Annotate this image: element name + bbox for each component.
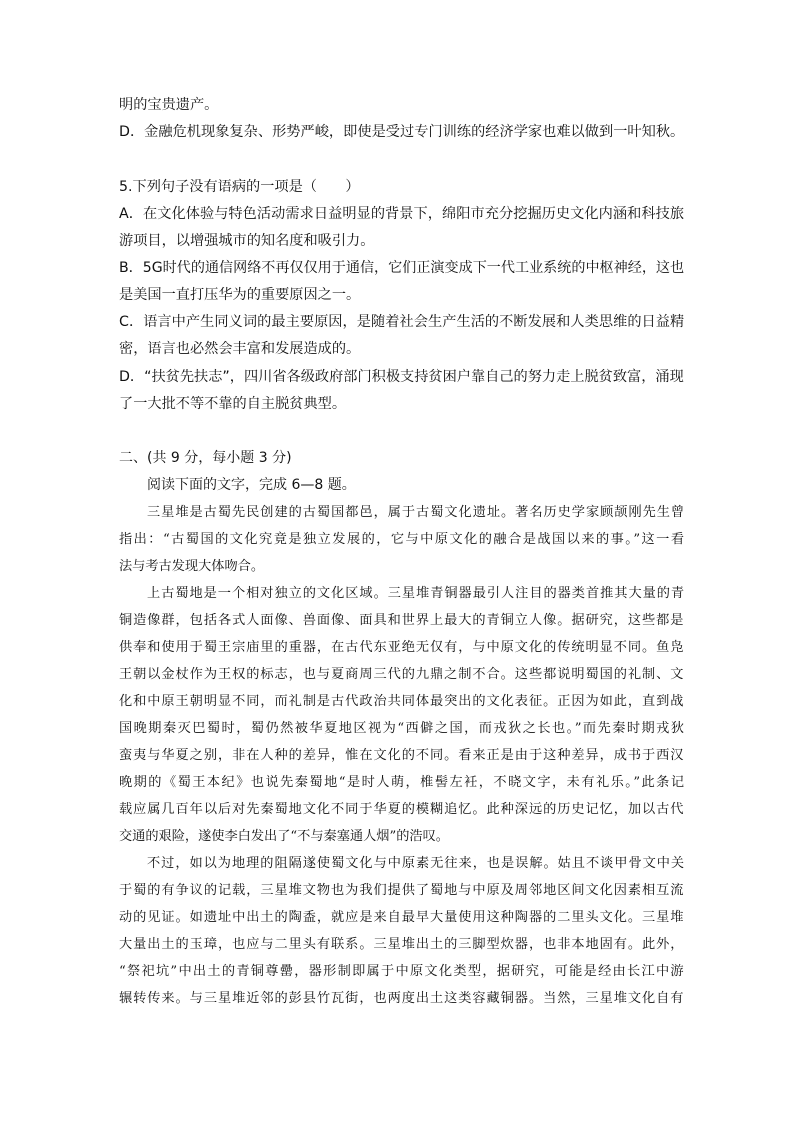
passage-line: 上古蜀地是一个相对独立的文化区域。三星堆青铜器最引人注目的器类首推其大量的青 bbox=[147, 586, 686, 601]
passage-line: 于蜀的有争议的记载，三星堆文物也为我们提供了蜀地与中原及周邻地区间文化因素相互流 bbox=[119, 883, 685, 898]
passage-line: 大量出土的玉璋，也应与二里头有联系。三星堆出土的三脚型炊器，也非本地固有。此外， bbox=[119, 937, 685, 952]
passage-line: 铜造像群，包括各式人面像、兽面像、面具和世界上最大的青铜立人像。据研究，这些都是 bbox=[119, 613, 685, 628]
passage-line: 蛮夷与华夏之别，非在人种的差异，惟在文化的不同。看来正是由于这种差异，成书于西汉 bbox=[119, 748, 685, 763]
passage-line: “祭祀坑”中出土的青铜尊罍，器形制即属于中原文化类型，据研究，可能是经由长江中游 bbox=[119, 964, 685, 979]
passage-line: 载应属几百年以后对先秦蜀地文化不同于华夏的模糊追忆。此种深远的历史记忆，加以古代 bbox=[119, 802, 685, 817]
q4-option-c-tail: 明的宝贵遗产。 bbox=[119, 97, 219, 113]
q5-option-b-line1: B．5G时代的通信网络不再仅仅用于通信，它们正演变成下一代工业系统的中枢神经，这也 bbox=[119, 260, 685, 276]
passage-line: 辗转传来。与三星堆近邻的彭县竹瓦街，也两度出土这类容藏铜器。当然，三星堆文化自有 bbox=[119, 991, 685, 1006]
q5-option-a-line1: A．在文化体验与特色活动需求日益明显的背景下，绵阳市充分挖掘历史文化内涵和科技旅 bbox=[119, 206, 685, 222]
q5-option-a-line2: 游项目，以增强城市的知名度和吸引力。 bbox=[119, 233, 375, 249]
passage-line: 化和中原王朝明显不同，而礼制是古代政治共同体最突出的文化表征。正因为如此，直到战 bbox=[119, 694, 685, 709]
q4-option-d: D．金融危机现象复杂、形势严峻，即使是受过专门训练的经济学家也难以做到一叶知秋。 bbox=[119, 124, 685, 140]
q5-option-c-line2: 密，语言也必然会丰富和发展造成的。 bbox=[119, 341, 361, 357]
q5-stem: 5.下列句子没有语病的一项是（ ） bbox=[119, 179, 360, 195]
passage-line: 交通的艰险，遂使李白发出了“不与秦塞通人烟”的浩叹。 bbox=[119, 829, 449, 844]
passage-line: 王朝以金杖作为王权的标志，也与夏商周三代的九鼎之制不合。这些都说明蜀国的礼制、文 bbox=[119, 667, 685, 682]
passage-line: 三星堆是古蜀先民创建的古蜀国都邑，属于古蜀文化遗址。著名历史学家顾颉刚先生曾 bbox=[147, 505, 686, 520]
section-instruction: 阅读下面的文字，完成 6—8 题。 bbox=[147, 477, 356, 493]
q5-option-d-line1: D．“扶贫先扶志”，四川省各级政府部门积极支持贫困户靠自己的努力走上脱贫致富，涌现 bbox=[119, 369, 684, 385]
passage-line: 晚期的《蜀王本纪》也说先秦蜀地“是时人萌，椎髻左衽，不晓文字，未有礼乐。”此条记 bbox=[119, 775, 686, 790]
q5-option-c-line1: C．语言中产生同义词的最主要原因，是随着社会生产生活的不断发展和人类思维的日益精 bbox=[119, 314, 685, 330]
passage-line: 不过，如以为地理的阻隔遂使蜀文化与中原素无往来，也是误解。姑且不谈甲骨文中关 bbox=[147, 856, 686, 871]
passage-line: 国晚期秦灭巴蜀时，蜀仍然被华夏地区视为“西僻之国，而戎狄之长也。”而先秦时期戎狄 bbox=[119, 721, 686, 736]
passage-line: 供奉和使用于蜀王宗庙里的重器，在古代东亚绝无仅有，与中原文化的传统明显不同。鱼凫 bbox=[119, 640, 685, 655]
q5-option-b-line2: 是美国一直打压华为的重要原因之一。 bbox=[119, 287, 361, 303]
section-heading: 二、(共 9 分，每小题 3 分) bbox=[119, 450, 292, 466]
q5-option-d-line2: 了一大批不等不靠的自主脱贫典型。 bbox=[119, 396, 347, 412]
passage-line: 动的见证。如遗址中出土的陶盉，就应是来自最早大量使用这种陶器的二里头文化。三星堆 bbox=[119, 910, 685, 925]
passage-line: 法与考古发现大体吻合。 bbox=[119, 559, 265, 574]
passage-line: 指出：“古蜀国的文化究竟是独立发展的，它与中原文化的融合是战国以来的事。”这一看 bbox=[119, 532, 686, 547]
